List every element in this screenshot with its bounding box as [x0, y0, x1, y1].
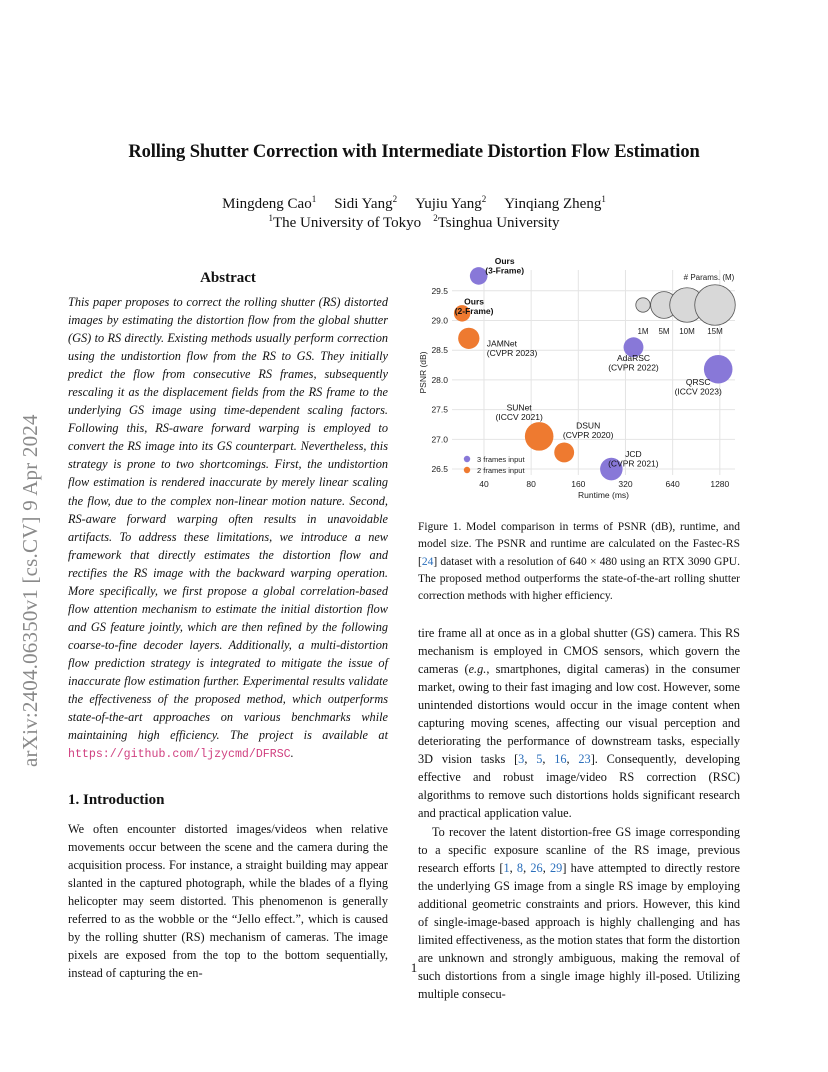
citation-link[interactable]: 5 — [536, 752, 543, 767]
author-list — [0, 196, 828, 213]
size-legend-marker — [636, 298, 650, 312]
affiliation-mark: 2 — [433, 213, 438, 223]
affiliation-list — [0, 215, 828, 232]
author-name: Mingdeng Cao$^1$ — [222, 194, 317, 212]
project-link[interactable]: https://github.com/ljzycmd/DFRSC — [68, 748, 291, 762]
citation-link[interactable]: 24 — [421, 555, 434, 568]
author-name: Yinqiang Zheng$^1$ — [504, 194, 606, 212]
point-label-line: (CVPR 2021) — [608, 458, 659, 469]
point-label-line: (CVPR 2022) — [608, 362, 659, 373]
affiliation-mark: 2 — [392, 194, 398, 204]
citation-link[interactable]: 1 — [503, 860, 510, 875]
text-run: ] have attempted to directly restore the underlying GS image from a single RS image by employing additional geometric constraints and priors. However, this kind of single-image-based approach is highly challenging and has limited effectiveness, as the motion states that form the distortion are unknown and strongly ambiguous, making the removal of such distortions from a single image highly ill-posed. Utilizing multiple consecu- — [418, 860, 740, 1001]
affiliation-mark: 1 — [311, 194, 317, 204]
point-label-line: (ICCV 2021) — [495, 411, 543, 422]
size-legend-label: 5M — [658, 327, 670, 336]
affiliation-mark: 2 — [481, 194, 487, 204]
size-legend-label: 15M — [707, 327, 723, 336]
legend-label: 3 frames input — [477, 455, 525, 464]
y-tick-label: 28.0 — [431, 374, 448, 385]
x-tick-label: 80 — [526, 479, 536, 489]
point-label-line: SUNet — [506, 402, 532, 413]
citation-link[interactable]: 3 — [518, 752, 525, 767]
point-label-line: Ours — [464, 296, 485, 307]
point-label — [485, 256, 524, 275]
citation-group: 1, 8, 26, 29 — [503, 860, 563, 875]
text-run: e.g. — [468, 662, 487, 677]
x-tick-label: 320 — [618, 479, 633, 489]
abstract-heading: Abstract — [200, 270, 256, 286]
citation-group: 3, 5, 16, 23 — [518, 752, 591, 767]
legend-marker — [464, 456, 470, 462]
legend-marker — [464, 467, 470, 473]
size-legend-marker — [695, 285, 736, 326]
y-tick-label: 27.0 — [431, 434, 448, 445]
abstract-text: This paper proposes to correct the rolling shutter (RS) distorted images by estimating the distortion flow from the global shutter (GS) to RS directly. Existing methods usually perform correction using the undistortion flow from the RS to GS. They initially predict the flow from consecutive RS frames, subsequently rescaling it as the displacement fields from the RS frame to the underlying GS image using time-dependent scaling factors. Following this, RS-aware forward warping is employed to convert the RS image into its GS counterpart. Nevertheless, this strategy is prone to two shortcomings. First, the undistortion flow estimation is rendered inaccurate by merely linear scaling the flow, due to the complex non-linear motion nature. Second, RS-aware forward warping often results in unavoidable artifacts. To address these limitations, we introduce a new framework that directly estimates the distortion flow and rectifies the RS image with the backward warping operation. More specifically, we first propose a global correlation-based flow attention mechanism to estimate the initial distortion flow and GS feature jointly, which are then refined by the following coarse-to-fine decoder layers. Additionally, a multi-distortion flow prediction strategy is integrated to mitigate the issue of inaccurate flow estimation further. Experimental results validate the effectiveness of the proposed method, which outperforms state-of-the-art approaches on various benchmarks while maintaining high efficiency. The project is available at — [68, 295, 388, 743]
text-run: ]. Consequently, developing effective and robust image/video RS correction (RSC) algorithms to remove such distortions holds significant research and practical application value. — [418, 752, 740, 821]
point-label-line: (3-Frame) — [485, 265, 525, 276]
affiliation-name: $^1$The University of Tokyo — [268, 213, 422, 231]
data-point — [458, 328, 479, 349]
x-tick-label: 640 — [665, 479, 680, 489]
x-tick-label: 1280 — [710, 479, 730, 489]
intro-heading: 1. Introduction — [68, 792, 165, 808]
affiliation-mark: 1 — [268, 213, 273, 223]
data-point — [525, 422, 554, 451]
size-legend-label: 10M — [679, 327, 695, 336]
abstract-body — [68, 293, 388, 764]
citation-link[interactable]: 23 — [578, 752, 591, 767]
right-column-body — [418, 624, 740, 1003]
size-legend-label: 1M — [637, 327, 649, 336]
text-run: To recover the latent distortion-free GS image corresponding to a specific exposure scanline of the RS image, previous research efforts [ — [418, 824, 740, 875]
point-label-line: (CVPR 2020) — [562, 429, 614, 440]
point-label-line: DSUN — [576, 420, 601, 431]
y-tick-label: 26.5 — [431, 464, 448, 475]
figure-caption — [418, 519, 740, 605]
caption-lead: Figure 1. Model comparison in terms of PSNR (dB), runtime, and model size. The PSNR and runtime are calculated on the Fastec-RS [ — [418, 521, 740, 568]
point-label-line: Ours — [494, 255, 515, 266]
point-label-line: AdaRSC — [616, 353, 651, 364]
page-number: 1 — [410, 960, 418, 975]
arxiv-stamp: arXiv:2404.06350v1 [cs.CV] 9 Apr 2024 — [18, 414, 42, 767]
point-label-line: JAMNet — [486, 338, 518, 349]
paragraph — [418, 624, 740, 823]
text-run: , smartphones, digital cameras) in the consumer market, owing to their fast imaging and low cost. However, some unintended distortions would occur in the image content when capturing moving scenes, affecting our visual perception and deteriorating the performance of downstream tasks, especially 3D vision tasks [ — [418, 662, 740, 767]
caption-tail: ] dataset with a resolution of 640 × 480 using an RTX 3090 GPU. The proposed method outperforms the state-of-the-art rolling shutter correction methods with higher efficiency. — [418, 555, 740, 603]
model-comparison-chart — [412, 255, 742, 505]
y-tick-label: 29.0 — [431, 315, 448, 326]
affiliation-name: $^2$Tsinghua University — [433, 213, 560, 231]
point-label-line: (CVPR 2023) — [486, 347, 538, 358]
citation-link[interactable]: 8 — [516, 860, 524, 875]
point-label-line: QRSC — [685, 377, 711, 388]
text-run: tire frame all at once as in a global shutter (GS) camera. This RS mechanism is employed in CMOS sensors, which govern the cameras ( — [418, 626, 740, 677]
point-label-line: (2-Frame) — [454, 305, 494, 316]
y-tick-label: 28.5 — [431, 345, 448, 356]
data-point — [554, 442, 574, 462]
y-tick-label: 29.5 — [431, 285, 448, 296]
point-label-line: (ICCV 2023) — [674, 386, 722, 397]
author-name: Yujiu Yang$^2$ — [415, 194, 487, 212]
y-axis-label: PSNR (dB) — [418, 351, 428, 394]
legend-label: 2 frames input — [477, 466, 525, 475]
abstract-end: . — [290, 746, 294, 761]
x-tick-label: 160 — [571, 479, 586, 489]
size-legend-title: # Params. (M) — [683, 273, 735, 282]
x-axis-label: Runtime (ms) — [577, 490, 630, 500]
citation-link[interactable]: 29 — [550, 860, 563, 875]
paper-title: Rolling Shutter Correction with Intermediate Distortion Flow Estimation — [128, 142, 700, 162]
citation-link[interactable]: 16 — [554, 752, 567, 767]
intro-body: We often encounter distorted images/videos when relative movements occur between the scene and the camera during the acquisition process. For instance, a straight building may appear slanted in the captured photograph, while the blades of a flying helicopter may seem distorted. This phenomenon is generally referred to as the wobble or the “Jello effect.”, which is caused by the rolling shutter (RS) mechanism of cameras. The image pixels are exposed from the top to the bottom sequentially, instead of capturing the en- — [68, 822, 388, 981]
affiliation-mark: 1 — [601, 194, 606, 204]
y-tick-label: 27.5 — [431, 404, 448, 415]
x-tick-label: 40 — [479, 479, 489, 489]
point-label-line: JCD — [625, 449, 642, 460]
citation-link[interactable]: 26 — [530, 860, 543, 875]
author-name: Sidi Yang$^2$ — [334, 194, 398, 212]
